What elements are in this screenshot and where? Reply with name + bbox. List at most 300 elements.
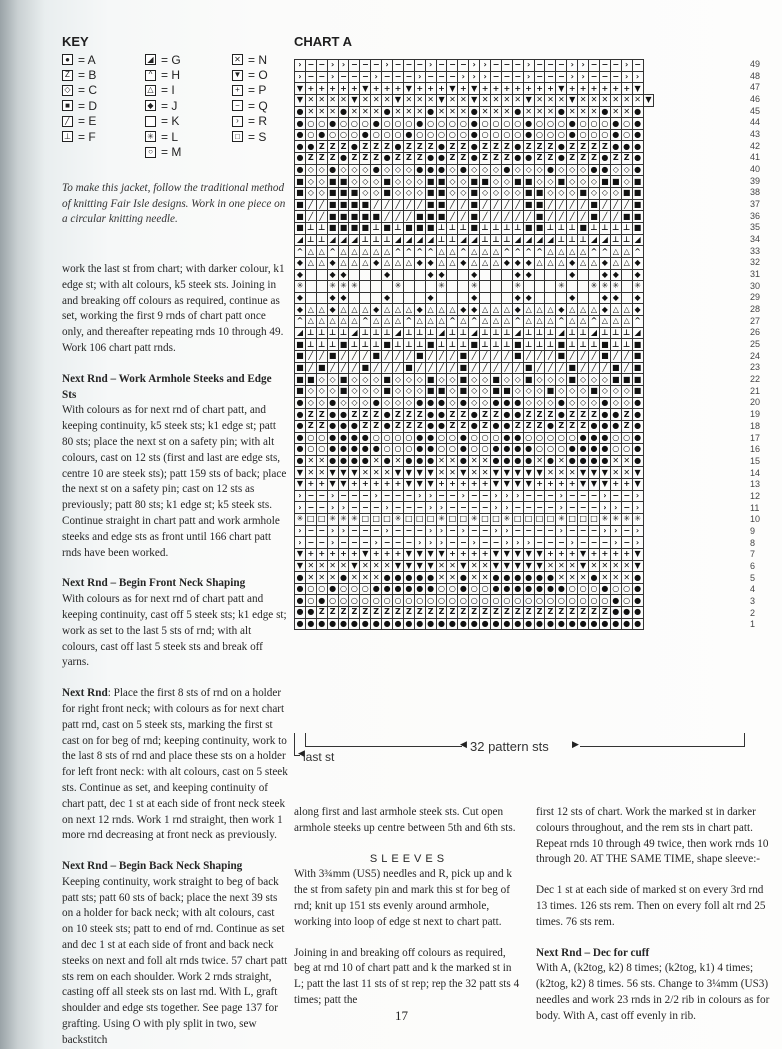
chart-cell: ○ <box>568 595 576 605</box>
chart-cell: ▼ <box>349 560 360 572</box>
chart-cell: ■ <box>296 223 304 233</box>
chart-cell: ✕ <box>436 106 447 118</box>
chart-cell: ╱ <box>545 211 556 223</box>
chart-cell: ○ <box>307 118 315 128</box>
chart-cell: ▼ <box>501 548 512 560</box>
chart-cell: ■ <box>426 188 435 198</box>
key-title: KEY <box>62 34 89 49</box>
chart-cell: ● <box>514 106 522 116</box>
chart-cell: ■ <box>328 223 337 233</box>
chart-cell: Z <box>393 607 404 619</box>
chart-cell: ◆ <box>599 257 610 269</box>
chart-cell: + <box>556 479 567 491</box>
chart-cell: ◇ <box>349 176 360 188</box>
chart-row <box>295 257 654 269</box>
chart-cell: △ <box>327 316 338 328</box>
chart-cell: ◇ <box>393 374 404 386</box>
chart-cell: ○ <box>318 584 326 594</box>
chart-cell: Z <box>545 607 556 619</box>
chart-row <box>295 455 654 467</box>
chart-cell: − <box>338 490 349 502</box>
chart-cell: ● <box>634 456 642 466</box>
chart-cell: △ <box>545 316 556 328</box>
chart-cell: ✕ <box>534 106 545 118</box>
chart-cell: ▼ <box>403 560 414 572</box>
chart-cell: − <box>491 71 502 83</box>
chart-cell: ● <box>459 165 467 175</box>
chart-cell: − <box>523 525 534 537</box>
chart-cell: Z <box>403 141 414 153</box>
chart-cell: ● <box>503 432 511 442</box>
up-tack-icon: ⊥ <box>62 131 73 142</box>
chart-cell: ◇ <box>501 176 512 188</box>
chart-cell: − <box>545 60 556 72</box>
chart-cell: ╱ <box>447 362 458 374</box>
chart-cell <box>403 292 414 304</box>
chart-cell: ● <box>329 456 337 466</box>
chart-cell: ○ <box>307 432 315 442</box>
chart-cell: + <box>436 479 447 491</box>
chart-cell: ◇ <box>610 397 621 409</box>
chart-cell: ⊥ <box>557 234 565 244</box>
chart-cell: ○ <box>590 118 598 128</box>
chart-cell: › <box>327 525 338 537</box>
chart-cell: ● <box>383 456 391 466</box>
chart-cell: ✕ <box>610 94 621 106</box>
chart-cell: ■ <box>296 362 304 372</box>
asterisk-icon: ✳ <box>145 131 156 142</box>
chart-cell: − <box>436 490 447 502</box>
chart-cell: ▼ <box>414 467 425 479</box>
chart-cell: ◇ <box>567 385 578 397</box>
chart-cell: △ <box>578 246 589 258</box>
chart-cell: − <box>393 60 404 72</box>
chart-cell: ○ <box>438 130 446 140</box>
chart-cell: ✕ <box>316 572 327 584</box>
chart-cell: Z <box>491 141 502 153</box>
chart-cell: ● <box>492 572 500 582</box>
chart-cell: ◢ <box>589 327 600 339</box>
row-number: 14 <box>750 467 761 478</box>
chart-cell: ○ <box>470 444 478 454</box>
chart-cell: ● <box>427 456 435 466</box>
row-number: 11 <box>750 502 760 513</box>
chart-cell: ✕ <box>567 106 578 118</box>
chart-cell: ◢ <box>556 327 567 339</box>
chart-cell: ⊥ <box>535 339 544 349</box>
chart-cell: ● <box>492 444 500 454</box>
chart-cell: ● <box>416 165 424 175</box>
chart-cell: □ <box>579 514 587 524</box>
chart-cell: − <box>578 537 589 549</box>
chart-cell: Z <box>371 607 382 619</box>
chart-cell: Z <box>382 607 393 619</box>
chart-cell: ✕ <box>621 572 632 584</box>
chart-cell: › <box>621 71 632 83</box>
chart-cell: ▼ <box>632 548 643 560</box>
chart-cell: − <box>491 537 502 549</box>
pattern-bracket-left <box>305 733 306 746</box>
chart-cell: ● <box>405 456 413 466</box>
chart-cell: ◆ <box>523 257 534 269</box>
chart-cell <box>360 269 371 281</box>
chart-cell: ○ <box>448 130 456 140</box>
chart-cell: ○ <box>394 130 402 140</box>
chart-cell: ● <box>590 572 598 582</box>
chart-cell: ■ <box>459 374 468 384</box>
chart-cell: ✕ <box>393 455 404 467</box>
chart-cell: □ <box>481 514 489 524</box>
chart-cell: ■ <box>633 386 642 396</box>
chart-cell: Z <box>316 153 327 165</box>
chart-cell: Z <box>403 420 414 432</box>
chart-cell: ╱ <box>523 211 534 223</box>
chart-cell: ✕ <box>458 106 469 118</box>
chart-cell: ^ <box>414 246 425 258</box>
chart-cell: ● <box>634 409 642 419</box>
chart-cell: ○ <box>536 118 544 128</box>
chart-cell: ╱ <box>393 351 404 363</box>
chart-cell: − <box>480 502 491 514</box>
chart-cell: ◇ <box>480 385 491 397</box>
chart-cell: △ <box>338 304 349 316</box>
chart-cell: › <box>414 71 425 83</box>
chart-cell: − <box>599 537 610 549</box>
chart-cell: ◇ <box>458 176 469 188</box>
chart-cell: − <box>403 490 414 502</box>
chart-row <box>295 199 654 211</box>
chart-cell: › <box>512 537 523 549</box>
chart-cell: ✕ <box>349 572 360 584</box>
chart-cell: ✳ <box>295 281 306 293</box>
chart-cell: ✕ <box>469 455 480 467</box>
chart-cell: ▼ <box>534 467 545 479</box>
chart-cell: ■ <box>459 386 468 396</box>
chart-row <box>295 618 654 630</box>
chart-cell: ▼ <box>425 479 436 491</box>
chart-cell: ■ <box>513 351 522 361</box>
chart-cell: ✕ <box>610 467 621 479</box>
chart-row <box>295 83 654 95</box>
chart-cell: △ <box>316 304 327 316</box>
key-label: = L <box>161 129 179 144</box>
chart-cell: ● <box>634 106 642 116</box>
chart-cell: ⊥ <box>318 328 326 338</box>
chart-cell: › <box>491 490 502 502</box>
chart-cell: ✳ <box>512 281 523 293</box>
chart-cell: ● <box>525 619 533 629</box>
chart-cell: ╱ <box>469 362 480 374</box>
chart-cell: + <box>610 479 621 491</box>
chart-cell: ● <box>329 165 337 175</box>
chart-cell: › <box>567 71 578 83</box>
chart-row <box>295 304 654 316</box>
chart-cell: − <box>610 60 621 72</box>
chart-cell: ✕ <box>403 106 414 118</box>
chart-cell: ✕ <box>305 572 316 584</box>
chart-cell: − <box>534 537 545 549</box>
chart-cell: ○ <box>623 432 631 442</box>
chart-cell: − <box>447 60 458 72</box>
chart-cell: □ <box>568 514 576 524</box>
chart-cell: − <box>458 502 469 514</box>
chart-cell: ● <box>405 130 413 140</box>
chart-cell: ⊥ <box>524 328 533 338</box>
chart-cell <box>621 281 632 293</box>
chart-cell: ● <box>296 421 304 431</box>
chart-cell: + <box>316 479 327 491</box>
chart-cell: △ <box>436 304 447 316</box>
chart-cell: › <box>556 490 567 502</box>
chart-cell: ╱ <box>578 211 589 223</box>
chart-cell: ◇ <box>469 397 480 409</box>
chart-cell: ⊥ <box>568 328 576 338</box>
chart-cell: ■ <box>383 386 391 396</box>
chart-cell: ● <box>372 619 380 629</box>
chart-cell: □ <box>307 514 315 524</box>
chart-cell: ● <box>601 106 609 116</box>
chart-cell: ◇ <box>338 397 349 409</box>
chart-cell: △ <box>621 257 632 269</box>
chart-cell: ■ <box>426 211 435 221</box>
row-number: 26 <box>750 327 761 338</box>
chart-cell: ○ <box>394 432 402 442</box>
chart-cell: Z <box>360 607 371 619</box>
chart-cell: ▼ <box>360 83 371 95</box>
row-number: 47 <box>750 82 761 93</box>
chart-cell: ⊥ <box>535 328 544 338</box>
chart-cell: + <box>447 479 458 491</box>
chart-cell: ○ <box>427 130 435 140</box>
chart-cell: ● <box>525 584 533 594</box>
chart-cell: ● <box>383 106 391 116</box>
chart-cell: − <box>447 502 458 514</box>
chart-cell: ■ <box>339 200 348 209</box>
chart-cell: ● <box>296 584 304 594</box>
key-item <box>145 83 181 98</box>
chart-cell: ■ <box>437 386 446 396</box>
chart-cell: ▼ <box>338 479 349 491</box>
section-heading: Next Rnd – Dec for cuff <box>536 946 650 959</box>
chart-cell: − <box>414 60 425 72</box>
chart-cell: △ <box>545 304 556 316</box>
chart-cell: ■ <box>350 200 359 209</box>
chart-cell: ⊥ <box>590 339 598 349</box>
chart-cell: ⊥ <box>383 234 391 244</box>
chart-cell <box>360 292 371 304</box>
chart-cell: ◆ <box>469 292 480 304</box>
chart-cell: △ <box>534 257 545 269</box>
chart-cell: ⊥ <box>448 339 457 349</box>
chart-cell: + <box>371 83 382 95</box>
chart-cell: ■ <box>296 176 304 186</box>
chart-cell: › <box>327 71 338 83</box>
chart-cell <box>491 269 502 281</box>
chart-cell: △ <box>436 316 447 328</box>
chart-cell: ◇ <box>316 176 327 188</box>
chart-cell: ● <box>492 397 500 407</box>
chart-cell: ○ <box>361 595 369 605</box>
chart-cell: ● <box>383 572 391 582</box>
paragraph: With colours as for next rnd of chart patt and keeping continuity, cast off 5 steek sts; k1 edge st; work as set to the last 5 sts of rnd; with alt colours, cast off last 5 steek sts and break off yarns. <box>62 593 287 669</box>
chart-cell: ╱ <box>501 362 512 374</box>
chart-cell: Z <box>316 607 327 619</box>
chart-cell: ◇ <box>382 164 393 176</box>
chart-cell: − <box>349 490 360 502</box>
chart-cell <box>425 281 436 293</box>
chart-cell: ● <box>416 572 424 582</box>
chart-cell: Z <box>327 607 338 619</box>
chart-cell: ✕ <box>371 106 382 118</box>
chart-title: CHART A <box>294 34 353 49</box>
chart-cell: ✕ <box>469 560 480 572</box>
chart-cell: ✕ <box>316 467 327 479</box>
chart-cell: ◆ <box>610 269 621 281</box>
chart-cell: ● <box>350 432 358 442</box>
chart-cell: ● <box>438 165 446 175</box>
chart-cell: ╱ <box>316 211 327 223</box>
chart-cell: ✕ <box>316 106 327 118</box>
chart-cell: + <box>491 83 502 95</box>
chart-cell: ◢ <box>349 327 360 339</box>
chart-cell: ● <box>307 141 315 151</box>
chart-cell <box>447 281 458 293</box>
chart-cell: ✳ <box>599 281 610 293</box>
chart-cell <box>480 292 491 304</box>
chart-cell: ● <box>427 432 435 442</box>
chart-cell: ◆ <box>382 269 393 281</box>
chart-cell: ✳ <box>338 513 349 525</box>
chart-cell: ⊥ <box>318 223 326 233</box>
chart-cell: Z <box>480 607 491 619</box>
chart-cell: ✕ <box>567 572 578 584</box>
chart-cell: ⊥ <box>318 234 326 244</box>
chart-cell: ● <box>503 397 511 407</box>
chart-cell: Z <box>447 153 458 165</box>
key-label: = R <box>248 114 268 129</box>
chart-cell: ◢ <box>632 327 643 339</box>
chart-cell: ✳ <box>621 513 632 525</box>
chart-cell: ╱ <box>523 351 534 363</box>
chart-cell: △ <box>556 257 567 269</box>
chart-cell: ◢ <box>458 234 469 246</box>
chart-cell: ○ <box>372 595 380 605</box>
chart-cell: › <box>327 60 338 72</box>
chart-cell: ◇ <box>349 397 360 409</box>
chart-cell: ◢ <box>469 234 480 246</box>
chart-cell: ╱ <box>382 199 393 211</box>
chart-cell: − <box>414 525 425 537</box>
chart-cell: ■ <box>383 339 391 349</box>
chart-cell: ⊥ <box>448 328 457 338</box>
chart-cell: Z <box>523 141 534 153</box>
chart-cell: ✕ <box>316 455 327 467</box>
chart-cell: ⊥ <box>459 328 467 338</box>
chart-cell: ● <box>427 421 435 431</box>
chart-cell: ■ <box>405 223 413 233</box>
chart-cell: Z <box>414 607 425 619</box>
chart-cell: ◆ <box>295 257 306 269</box>
chart-cell: ◆ <box>425 257 436 269</box>
chart-cell <box>534 269 545 281</box>
chart-cell: ◆ <box>327 304 338 316</box>
chart-cell: ● <box>536 619 544 629</box>
chart-cell: ■ <box>296 351 304 361</box>
chart-cell: ○ <box>372 130 380 140</box>
chart-cell: △ <box>371 246 382 258</box>
chart-cell: ◇ <box>534 385 545 397</box>
chart-cell: − <box>556 537 567 549</box>
chart-cell: ╱ <box>578 362 589 374</box>
chart-cell: Z <box>589 409 600 421</box>
chart-cell: ■ <box>503 386 511 396</box>
chart-cell: ⊥ <box>514 223 522 233</box>
chart-cell: − <box>469 502 480 514</box>
chart-cell: ○ <box>350 584 358 594</box>
chart-cell: ● <box>350 619 358 629</box>
chart-cell: ▼ <box>632 479 643 491</box>
spacer <box>62 671 288 686</box>
chart-cell: ◢ <box>295 327 306 339</box>
chart-cell: ● <box>557 397 565 407</box>
chart-cell: Z <box>556 420 567 432</box>
chart-cell: ● <box>514 141 522 151</box>
chart-cell: Z <box>371 141 382 153</box>
chart-cell: ✕ <box>556 560 567 572</box>
chart-cell: □ <box>492 514 500 524</box>
chart-cell: ◢ <box>349 234 360 246</box>
chart-cell: ● <box>296 572 304 582</box>
chart-cell: Z <box>371 420 382 432</box>
key-label: = O <box>248 68 268 83</box>
chart-cell: ◇ <box>480 188 491 200</box>
chart-cell: − <box>578 525 589 537</box>
chart-cell: › <box>632 525 643 537</box>
chart-cell: Z <box>567 153 578 165</box>
chart-cell: › <box>327 502 338 514</box>
chart-cell: ⊥ <box>459 339 467 349</box>
chart-cell: ✕ <box>512 94 523 106</box>
chart-cell: ■ <box>557 176 566 186</box>
chart-cell: Z <box>534 409 545 421</box>
chart-cell: ▼ <box>512 479 523 491</box>
chart-cell: Z <box>425 141 436 153</box>
row-number: 13 <box>750 479 761 490</box>
chart-cell: ⊥ <box>372 328 380 338</box>
chart-cell: − <box>382 490 393 502</box>
key-label: = J <box>161 98 178 113</box>
chart-cell: ■ <box>481 176 489 186</box>
chart-row <box>295 246 654 258</box>
chart-cell: ○ <box>579 584 587 594</box>
chart-cell: ● <box>568 456 576 466</box>
key-item <box>232 67 268 82</box>
chart-cell: ○ <box>514 130 522 140</box>
chart-cell: ● <box>361 432 369 442</box>
chart-cell: ◇ <box>512 188 523 200</box>
chart-cell: ✕ <box>305 455 316 467</box>
chart-cell: › <box>501 525 512 537</box>
chart-cell: − <box>382 537 393 549</box>
key-label: = H <box>161 68 181 83</box>
key-label: = M <box>161 145 182 160</box>
chart-cell: ╱ <box>512 199 523 211</box>
chart-cell: ● <box>590 444 598 454</box>
chart-cell: ◇ <box>458 188 469 200</box>
row-number: 38 <box>750 187 761 198</box>
chart-cell: + <box>349 548 360 560</box>
chart-cell: △ <box>610 257 621 269</box>
